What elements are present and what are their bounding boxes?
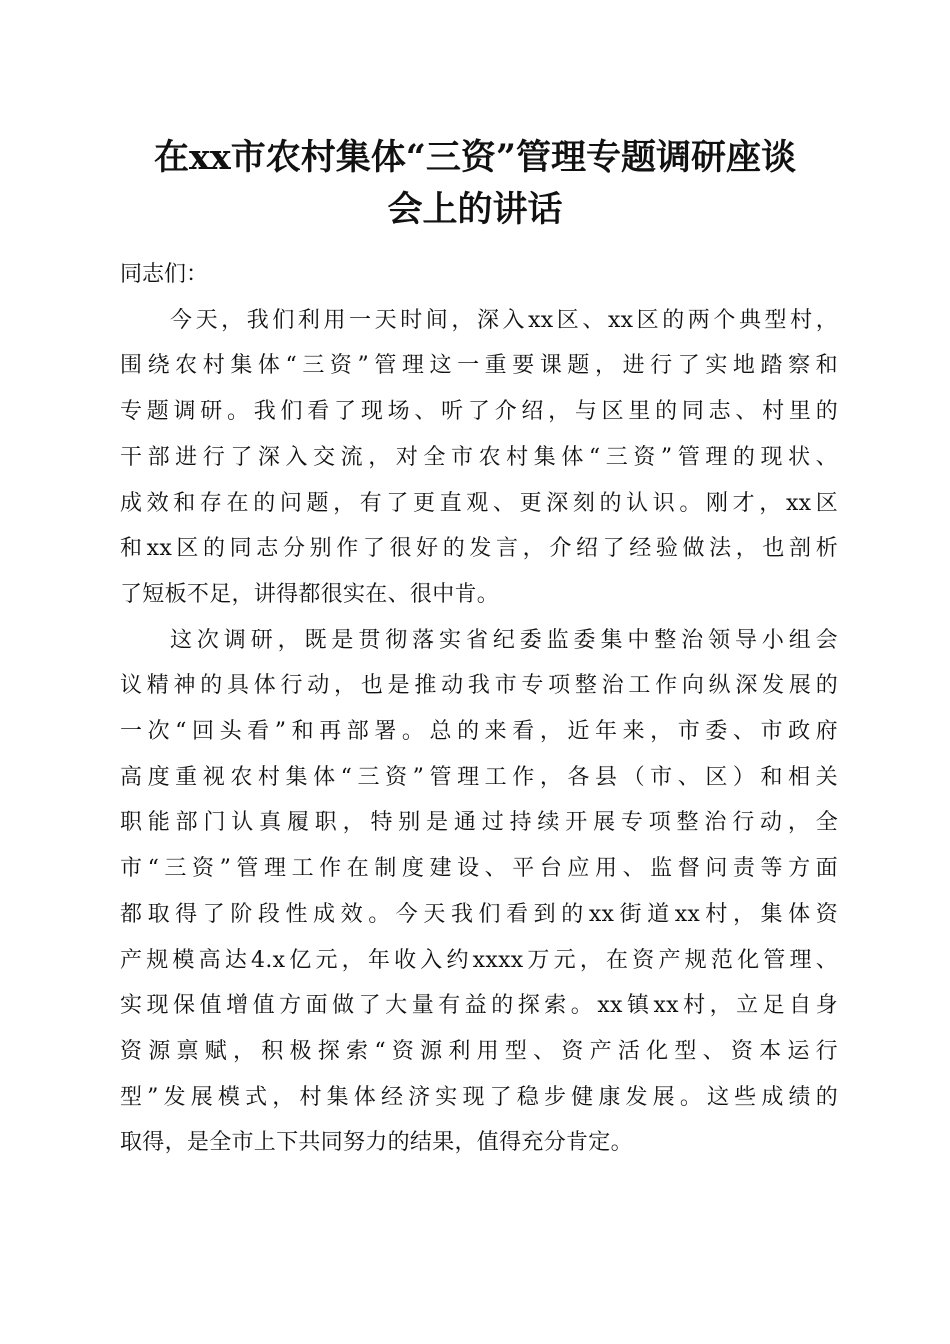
paragraph-line: 高度重视农村集体“三资”管理工作，各县（市、区）和相关 [120, 764, 838, 790]
paragraph-line: 今天，我们利用一天时间，深入xx区、xx区的两个典型村， [170, 307, 838, 333]
paragraph-line: 议精神的具体行动，也是推动我市专项整治工作向纵深发展的 [120, 673, 838, 699]
paragraph-line: 产规模高达4.x亿元，年收入约xxxx万元，在资产规范化管理、 [120, 947, 838, 973]
paragraph-line: 成效和存在的问题，有了更直观、更深刻的认识。刚才，xx区 [120, 490, 838, 516]
paragraph-line: 职能部门认真履职，特别是通过持续开展专项整治行动，全 [120, 810, 838, 836]
document-body [120, 252, 838, 1166]
paragraph-line: 实现保值增值方面做了大量有益的探索。xx镇xx村，立足自身 [120, 993, 838, 1019]
paragraph-1 [120, 298, 838, 618]
title-line-2: 会上的讲话 [387, 189, 563, 230]
paragraph-line: 干部进行了深入交流，对全市农村集体“三资”管理的现状、 [120, 444, 838, 470]
title-line-1: 在xx市农村集体“三资”管理专题调研座谈 [154, 137, 796, 178]
paragraph-line: 型”发展模式，村集体经济实现了稳步健康发展。这些成绩的 [120, 1084, 838, 1110]
paragraph-line: 都取得了阶段性成效。今天我们看到的xx街道xx村，集体资 [120, 901, 838, 927]
paragraph-line: 取得，是全市上下共同努力的结果，值得充分肯定。 [120, 1130, 633, 1156]
paragraph-2 [120, 618, 838, 1166]
paragraph-line: 市“三资”管理工作在制度建设、平台应用、监督问责等方面 [120, 856, 838, 882]
paragraph-line: 专题调研。我们看了现场、听了介绍，与区里的同志、村里的 [120, 399, 838, 425]
paragraph-line: 了短板不足，讲得都很实在、很中肯。 [120, 581, 500, 607]
paragraph-line: 这次调研，既是贯彻落实省纪委监委集中整治领导小组会 [170, 627, 838, 653]
page-title [100, 132, 850, 236]
paragraph-line: 一次“回头看”和再部署。总的来看，近年来，市委、市政府 [120, 719, 838, 745]
paragraph-line: 围绕农村集体“三资”管理这一重要课题，进行了实地踏察和 [120, 353, 838, 379]
paragraph-line: 资源禀赋，积极探索“资源利用型、资产活化型、资本运行 [120, 1038, 838, 1064]
paragraph-line: 和xx区的同志分别作了很好的发言，介绍了经验做法，也剖析 [120, 536, 838, 562]
salutation: 同志们： [120, 262, 209, 287]
